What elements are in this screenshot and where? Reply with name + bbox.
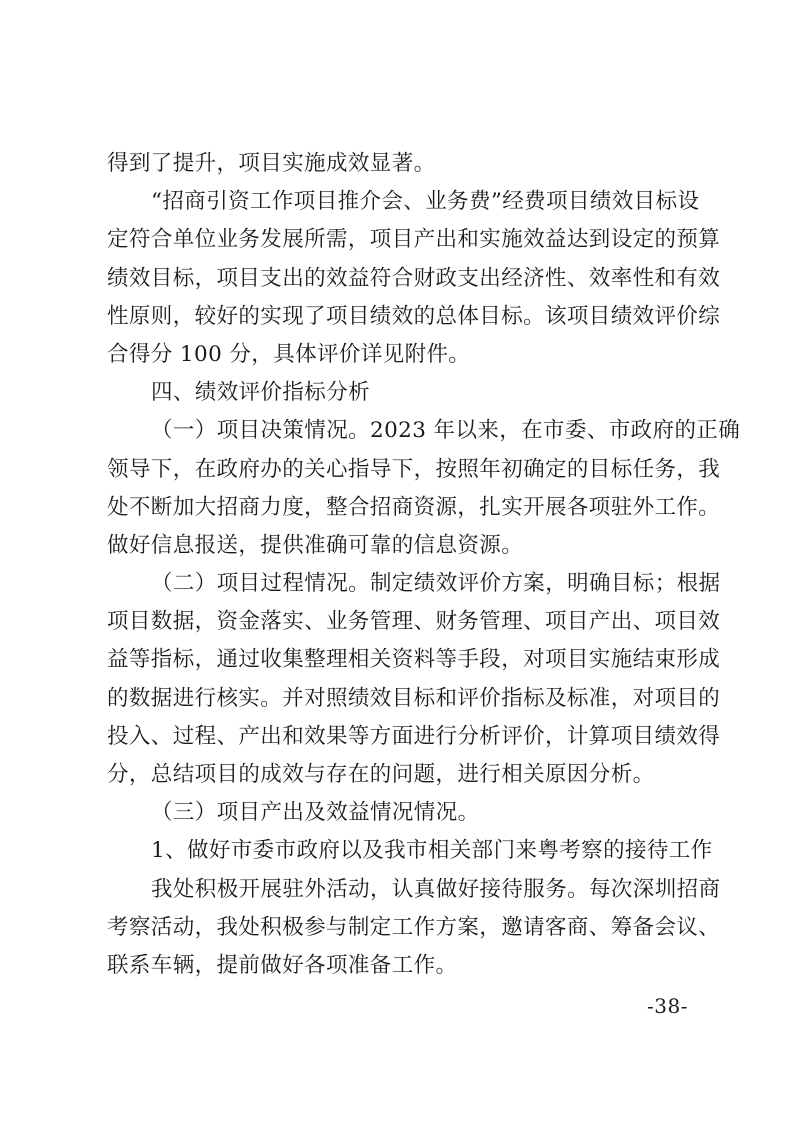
paragraph-line: （一）项目决策情况。2023 年以来，在市委、市政府的正确	[151, 418, 741, 444]
paragraph-line: “招商引资工作项目推介会、业务费”经费项目绩效目标设	[151, 189, 700, 215]
subsection-heading: 1、做好市委市政府以及我市相关部门来粤考察的接待工作	[151, 838, 713, 864]
paragraph-line: 领导下，在政府办的关心指导下，按照年初确定的目标任务，我	[107, 456, 721, 482]
section-heading: 四、绩效评价指标分析	[151, 380, 371, 406]
paragraph-line: 合得分 100 分，具体评价详见附件。	[107, 341, 471, 367]
paragraph-line: 做好信息报送，提供准确可靠的信息资源。	[107, 532, 524, 558]
paragraph-line: 绩效目标，项目支出的效益符合财政支出经济性、效率性和有效	[107, 265, 721, 291]
paragraph-line: 考察活动，我处积极参与制定工作方案，邀请客商、筹备会议、	[107, 914, 721, 940]
paragraph-line: （二）项目过程情况。制定绩效评价方案，明确目标；根据	[151, 571, 721, 597]
page-number: -38-	[647, 994, 688, 1018]
paragraph-line: 处不断加大招商力度，整合招商资源，扎实开展各项驻外工作。	[107, 494, 721, 520]
subsection-heading: （三）项目产出及效益情况情况。	[151, 800, 480, 826]
paragraph-line: 性原则，较好的实现了项目绩效的总体目标。该项目绩效评价综	[107, 303, 721, 329]
paragraph-line: 定符合单位业务发展所需，项目产出和实施效益达到设定的预算	[107, 227, 721, 253]
paragraph-line: 投入、过程、产出和效果等方面进行分析评价，计算项目绩效得	[107, 723, 721, 749]
paragraph-line: 项目数据，资金落实、业务管理、财务管理、项目产出、项目效	[107, 609, 721, 635]
paragraph-line: 联系车辆，提前做好各项准备工作。	[107, 952, 458, 978]
paragraph-line: 分，总结项目的成效与存在的问题，进行相关原因分析。	[107, 762, 655, 787]
paragraph-line: 得到了提升，项目实施成效显著。	[107, 151, 436, 176]
paragraph-line: 我处积极开展驻外活动，认真做好接待服务。每次深圳招商	[151, 876, 721, 902]
paragraph-line: 益等指标，通过收集整理相关资料等手段，对项目实施结束形成	[107, 647, 721, 673]
document-body	[107, 145, 741, 985]
paragraph-line: 的数据进行核实。并对照绩效目标和评价指标及标准，对项目的	[107, 685, 721, 711]
